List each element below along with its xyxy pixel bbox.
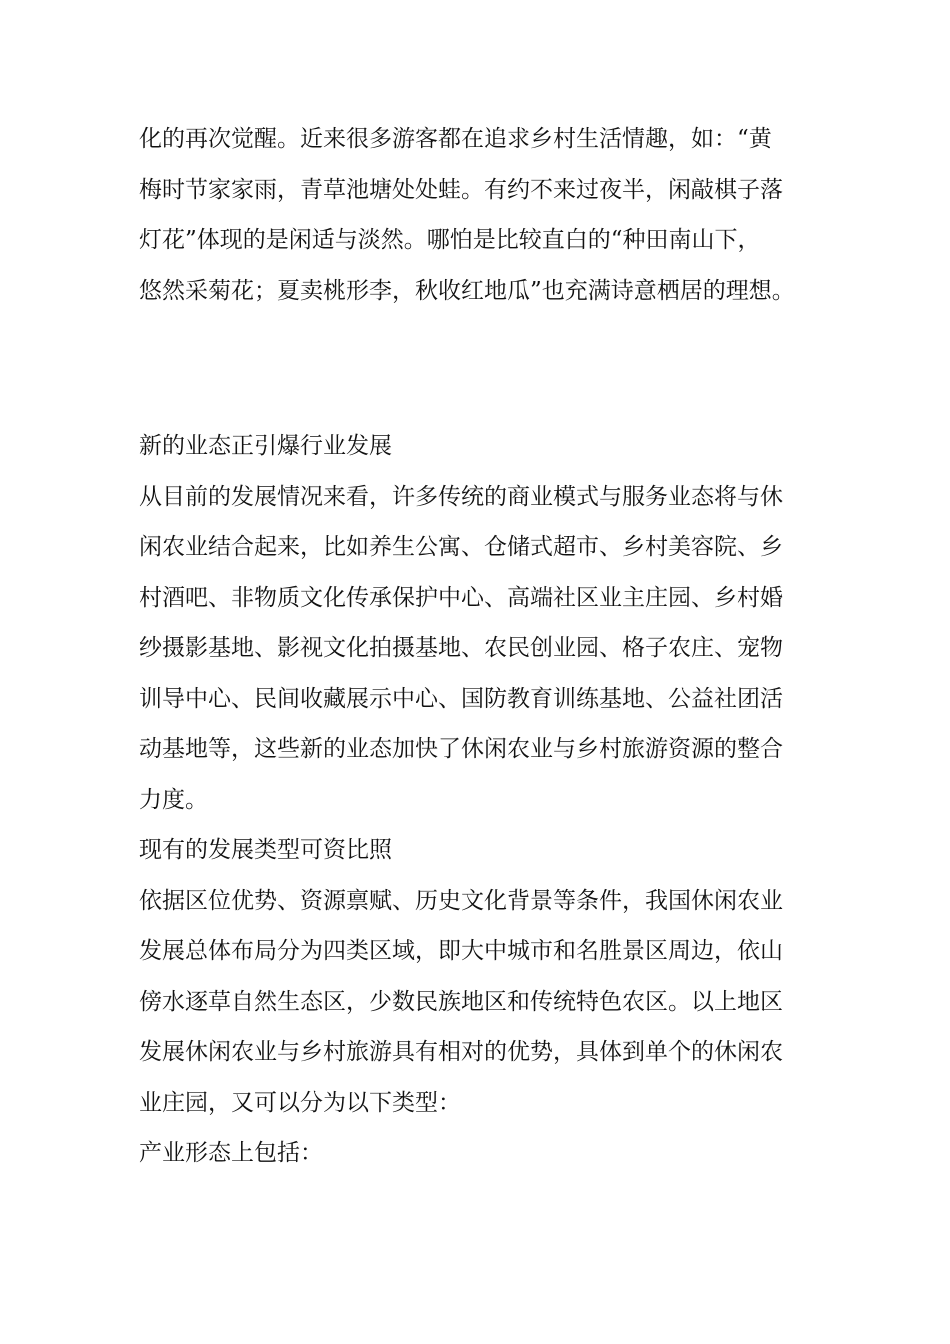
- text-line: 闲农业结合起来，比如养生公寓、仓储式超市、乡村美容院、乡: [139, 534, 783, 560]
- text-line: 村酒吧、非物质文化传承保护中心、高端社区业主庄园、乡村婚: [139, 584, 783, 611]
- text-line: 发展休闲农业与乡村旅游具有相对的优势，具体到单个的休闲农: [139, 1039, 783, 1065]
- text-line: 灯花”体现的是闲适与淡然。哪怕是比较直白的“种田南山下，: [139, 227, 761, 253]
- text-line: 业庄园，又可以分为以下类型：: [139, 1089, 461, 1116]
- text-line: 训导中心、民间收藏展示中心、国防教育训练基地、公益社团活: [139, 685, 783, 712]
- text-line: 发展总体布局分为四类区域，即大中城市和名胜景区周边，依山: [139, 938, 783, 964]
- section-heading-development-types: 现有的发展类型可资比照: [139, 837, 392, 863]
- text-line: 动基地等，这些新的业态加快了休闲农业与乡村旅游资源的整合: [139, 736, 783, 762]
- text-line: 从目前的发展情况来看，许多传统的商业模式与服务业态将与休: [139, 483, 783, 510]
- section-body: [139, 421, 811, 1179]
- text-line: 傍水逐草自然生态区，少数民族地区和传统特色农区。以上地区: [139, 988, 783, 1015]
- text-line-industry-forms: 产业形态上包括：: [139, 1140, 323, 1166]
- text-line: 依据区位优势、资源禀赋、历史文化背景等条件，我国休闲农业: [139, 887, 783, 914]
- text-line: 纱摄影基地、影视文化拍摄基地、农民创业园、格子农庄、宠物: [139, 635, 783, 661]
- text-line: 悠然采菊花；夏卖桃形李，秋收红地瓜”也充满诗意栖居的理想。: [139, 277, 795, 304]
- text-line: 梅时节家家雨，青草池塘处处蛙。有约不来过夜半，闲敲棋子落: [139, 176, 783, 203]
- text-line: 化的再次觉醒。近来很多游客都在追求乡村生活情趣，如：“黄: [139, 126, 772, 152]
- section-heading-new-business-forms: 新的业态正引爆行业发展: [139, 433, 392, 459]
- text-line: 力度。: [139, 786, 208, 813]
- paragraph-poetic-rural-life: [139, 114, 811, 316]
